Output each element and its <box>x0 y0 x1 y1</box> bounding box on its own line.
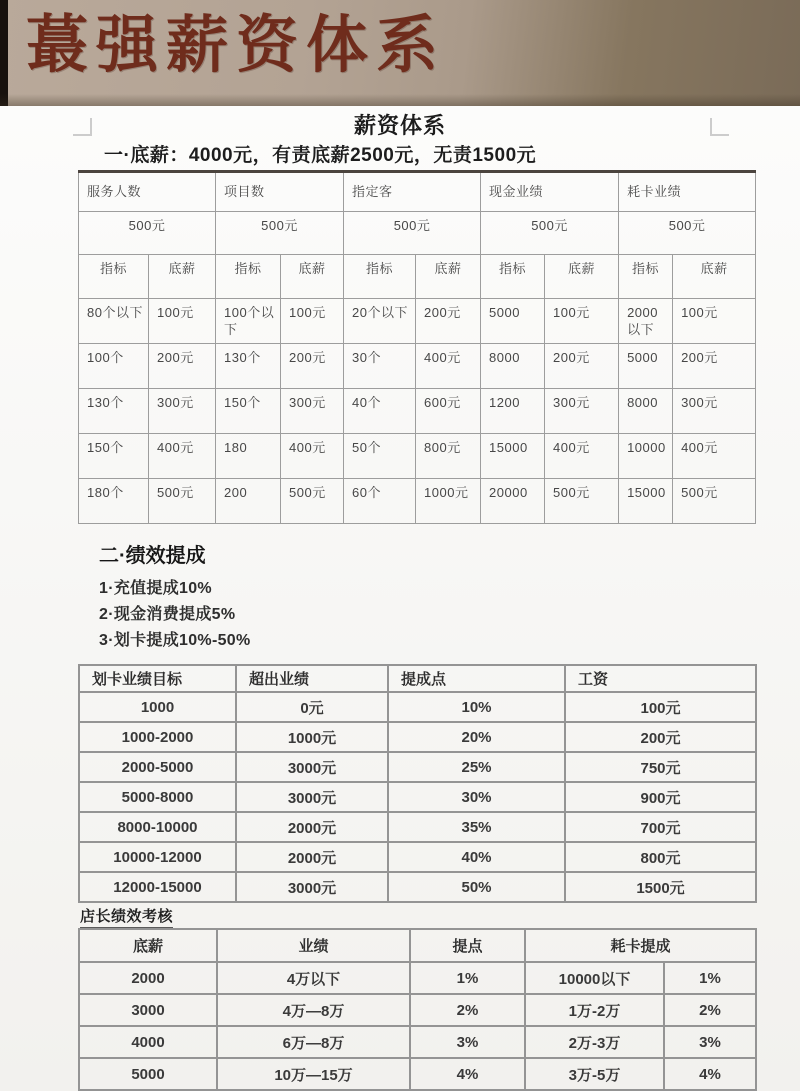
data-cell: 200元 <box>281 344 344 389</box>
column-group-header: 服务人数 <box>79 172 216 212</box>
data-cell: 12000-15000 <box>79 872 236 902</box>
data-cell: 300元 <box>673 389 756 434</box>
data-cell: 200元 <box>149 344 216 389</box>
subheader-cell: 底薪 <box>416 255 481 299</box>
data-cell: 100元 <box>545 299 619 344</box>
column-header: 提成点 <box>388 665 565 692</box>
data-cell: 400元 <box>673 434 756 479</box>
data-cell: 40个 <box>344 389 416 434</box>
data-cell: 10万—15万 <box>217 1058 410 1090</box>
data-cell: 400元 <box>149 434 216 479</box>
data-cell: 500元 <box>149 479 216 524</box>
data-cell: 5000 <box>619 344 673 389</box>
subheader-cell: 底薪 <box>673 255 756 299</box>
data-cell: 400元 <box>416 344 481 389</box>
data-cell: 2000以下 <box>619 299 673 344</box>
data-cell: 80个以下 <box>79 299 149 344</box>
group-bonus-cell: 500元 <box>481 212 619 255</box>
table-row <box>79 722 756 752</box>
column-header: 提点 <box>410 929 525 962</box>
table-row <box>79 344 756 389</box>
data-cell: 180个 <box>79 479 149 524</box>
data-cell: 1000-2000 <box>79 722 236 752</box>
table-row <box>79 752 756 782</box>
data-cell: 100元 <box>149 299 216 344</box>
data-cell: 300元 <box>281 389 344 434</box>
data-cell: 750元 <box>565 752 756 782</box>
table-row <box>79 692 756 722</box>
data-cell: 3万-5万 <box>525 1058 664 1090</box>
data-cell: 200 <box>216 479 281 524</box>
data-cell: 400元 <box>545 434 619 479</box>
data-cell: 5000 <box>79 1058 217 1090</box>
table-row <box>79 812 756 842</box>
data-cell: 6万—8万 <box>217 1026 410 1058</box>
subheader-cell: 指标 <box>344 255 416 299</box>
data-cell: 900元 <box>565 782 756 812</box>
data-cell: 60个 <box>344 479 416 524</box>
data-cell: 700元 <box>565 812 756 842</box>
data-cell: 25% <box>388 752 565 782</box>
data-cell: 100元 <box>565 692 756 722</box>
data-cell: 130个 <box>79 389 149 434</box>
data-cell: 100个 <box>79 344 149 389</box>
data-cell: 15000 <box>481 434 545 479</box>
data-cell: 200元 <box>545 344 619 389</box>
table-row <box>79 479 756 524</box>
data-cell: 1000元 <box>236 722 388 752</box>
group-bonus-cell: 500元 <box>79 212 216 255</box>
data-cell: 50个 <box>344 434 416 479</box>
data-cell: 50% <box>388 872 565 902</box>
data-cell: 3% <box>410 1026 525 1058</box>
data-cell: 100元 <box>673 299 756 344</box>
performance-commission-heading: 二·绩效提成 <box>99 545 206 567</box>
data-cell: 200元 <box>565 722 756 752</box>
table-row <box>79 962 756 994</box>
base-salary-table <box>78 170 756 524</box>
data-cell: 100元 <box>281 299 344 344</box>
data-cell: 8000 <box>481 344 545 389</box>
data-cell: 150个 <box>79 434 149 479</box>
data-cell: 4000 <box>79 1026 217 1058</box>
data-cell: 4% <box>664 1058 756 1090</box>
manager-assessment-heading: 店长绩效考核 <box>80 905 173 929</box>
data-cell: 5000-8000 <box>79 782 236 812</box>
table-row <box>79 994 756 1026</box>
data-cell: 4万—8万 <box>217 994 410 1026</box>
column-group-header: 指定客 <box>344 172 481 212</box>
data-cell: 400元 <box>281 434 344 479</box>
data-cell: 20000 <box>481 479 545 524</box>
column-header: 业绩 <box>217 929 410 962</box>
group-bonus-cell: 500元 <box>619 212 756 255</box>
data-cell: 500元 <box>673 479 756 524</box>
data-cell: 2% <box>410 994 525 1026</box>
column-group-header: 耗卡业绩 <box>619 172 756 212</box>
column-header: 超出业绩 <box>236 665 388 692</box>
data-cell: 3000元 <box>236 782 388 812</box>
data-cell: 1000 <box>79 692 236 722</box>
data-cell: 2万-3万 <box>525 1026 664 1058</box>
column-group-header: 现金业绩 <box>481 172 619 212</box>
data-cell: 1500元 <box>565 872 756 902</box>
header-banner <box>0 0 800 106</box>
data-cell: 20个以下 <box>344 299 416 344</box>
table-row <box>79 299 756 344</box>
base-salary-heading: 一·底薪：4000元，有责底薪2500元，无责1500元 <box>104 145 537 166</box>
subheader-cell: 指标 <box>619 255 673 299</box>
data-cell: 2% <box>664 994 756 1026</box>
page-title: 薪资体系 <box>353 113 446 138</box>
subheader-cell: 底薪 <box>149 255 216 299</box>
table-row <box>79 434 756 479</box>
data-cell: 3% <box>664 1026 756 1058</box>
list-item: 1·充值提成10% <box>99 580 212 597</box>
data-cell: 3000 <box>79 994 217 1026</box>
data-cell: 1000元 <box>416 479 481 524</box>
table-row <box>79 842 756 872</box>
subheader-cell: 底薪 <box>281 255 344 299</box>
group-bonus-cell: 500元 <box>344 212 481 255</box>
data-cell: 5000 <box>481 299 545 344</box>
data-cell: 200元 <box>673 344 756 389</box>
data-cell: 800元 <box>416 434 481 479</box>
list-item: 2·现金消费提成5% <box>99 606 236 623</box>
data-cell: 2000-5000 <box>79 752 236 782</box>
data-cell: 300元 <box>545 389 619 434</box>
data-cell: 300元 <box>149 389 216 434</box>
column-header: 底薪 <box>79 929 217 962</box>
manager-assessment-table-body <box>79 929 756 1090</box>
data-cell: 3000元 <box>236 872 388 902</box>
data-cell: 30% <box>388 782 565 812</box>
data-cell: 2000 <box>79 962 217 994</box>
column-header: 耗卡提成 <box>525 929 756 962</box>
list-item: 3·划卡提成10%-50% <box>99 632 251 649</box>
data-cell: 500元 <box>281 479 344 524</box>
data-cell: 150个 <box>216 389 281 434</box>
data-cell: 20% <box>388 722 565 752</box>
table-row <box>79 1026 756 1058</box>
table-row <box>79 872 756 902</box>
data-cell: 30个 <box>344 344 416 389</box>
data-cell: 600元 <box>416 389 481 434</box>
data-cell: 180 <box>216 434 281 479</box>
data-cell: 10000-12000 <box>79 842 236 872</box>
table-row <box>79 389 756 434</box>
manager-assessment-table <box>78 928 757 1091</box>
base-salary-table-body <box>79 172 756 524</box>
data-cell: 10000以下 <box>525 962 664 994</box>
data-cell: 35% <box>388 812 565 842</box>
data-cell: 8000 <box>619 389 673 434</box>
subheader-cell: 指标 <box>481 255 545 299</box>
data-cell: 2000元 <box>236 812 388 842</box>
card-commission-table-body <box>79 665 756 902</box>
data-cell: 500元 <box>545 479 619 524</box>
subheader-cell: 指标 <box>79 255 149 299</box>
subheader-cell: 底薪 <box>545 255 619 299</box>
data-cell: 0元 <box>236 692 388 722</box>
table-row <box>79 665 756 692</box>
subheader-cell: 指标 <box>216 255 281 299</box>
data-cell: 4万以下 <box>217 962 410 994</box>
column-header: 划卡业绩目标 <box>79 665 236 692</box>
data-cell: 1% <box>410 962 525 994</box>
data-cell: 10% <box>388 692 565 722</box>
group-bonus-cell: 500元 <box>216 212 344 255</box>
data-cell: 100个以下 <box>216 299 281 344</box>
data-cell: 1万-2万 <box>525 994 664 1026</box>
data-cell: 8000-10000 <box>79 812 236 842</box>
data-cell: 15000 <box>619 479 673 524</box>
data-cell: 130个 <box>216 344 281 389</box>
table-row <box>79 212 756 255</box>
card-commission-table <box>78 664 757 903</box>
column-group-header: 项目数 <box>216 172 344 212</box>
data-cell: 200元 <box>416 299 481 344</box>
data-cell: 4% <box>410 1058 525 1090</box>
table-row <box>79 172 756 212</box>
data-cell: 40% <box>388 842 565 872</box>
data-cell: 1200 <box>481 389 545 434</box>
table-row <box>79 255 756 299</box>
table-row <box>79 1058 756 1090</box>
data-cell: 2000元 <box>236 842 388 872</box>
data-cell: 1% <box>664 962 756 994</box>
performance-commission-list <box>99 576 251 654</box>
data-cell: 3000元 <box>236 752 388 782</box>
data-cell: 10000 <box>619 434 673 479</box>
table-row <box>79 782 756 812</box>
column-header: 工资 <box>565 665 756 692</box>
banner-title: 蕞强薪资体系 <box>26 11 447 80</box>
data-cell: 800元 <box>565 842 756 872</box>
table-row <box>79 929 756 962</box>
